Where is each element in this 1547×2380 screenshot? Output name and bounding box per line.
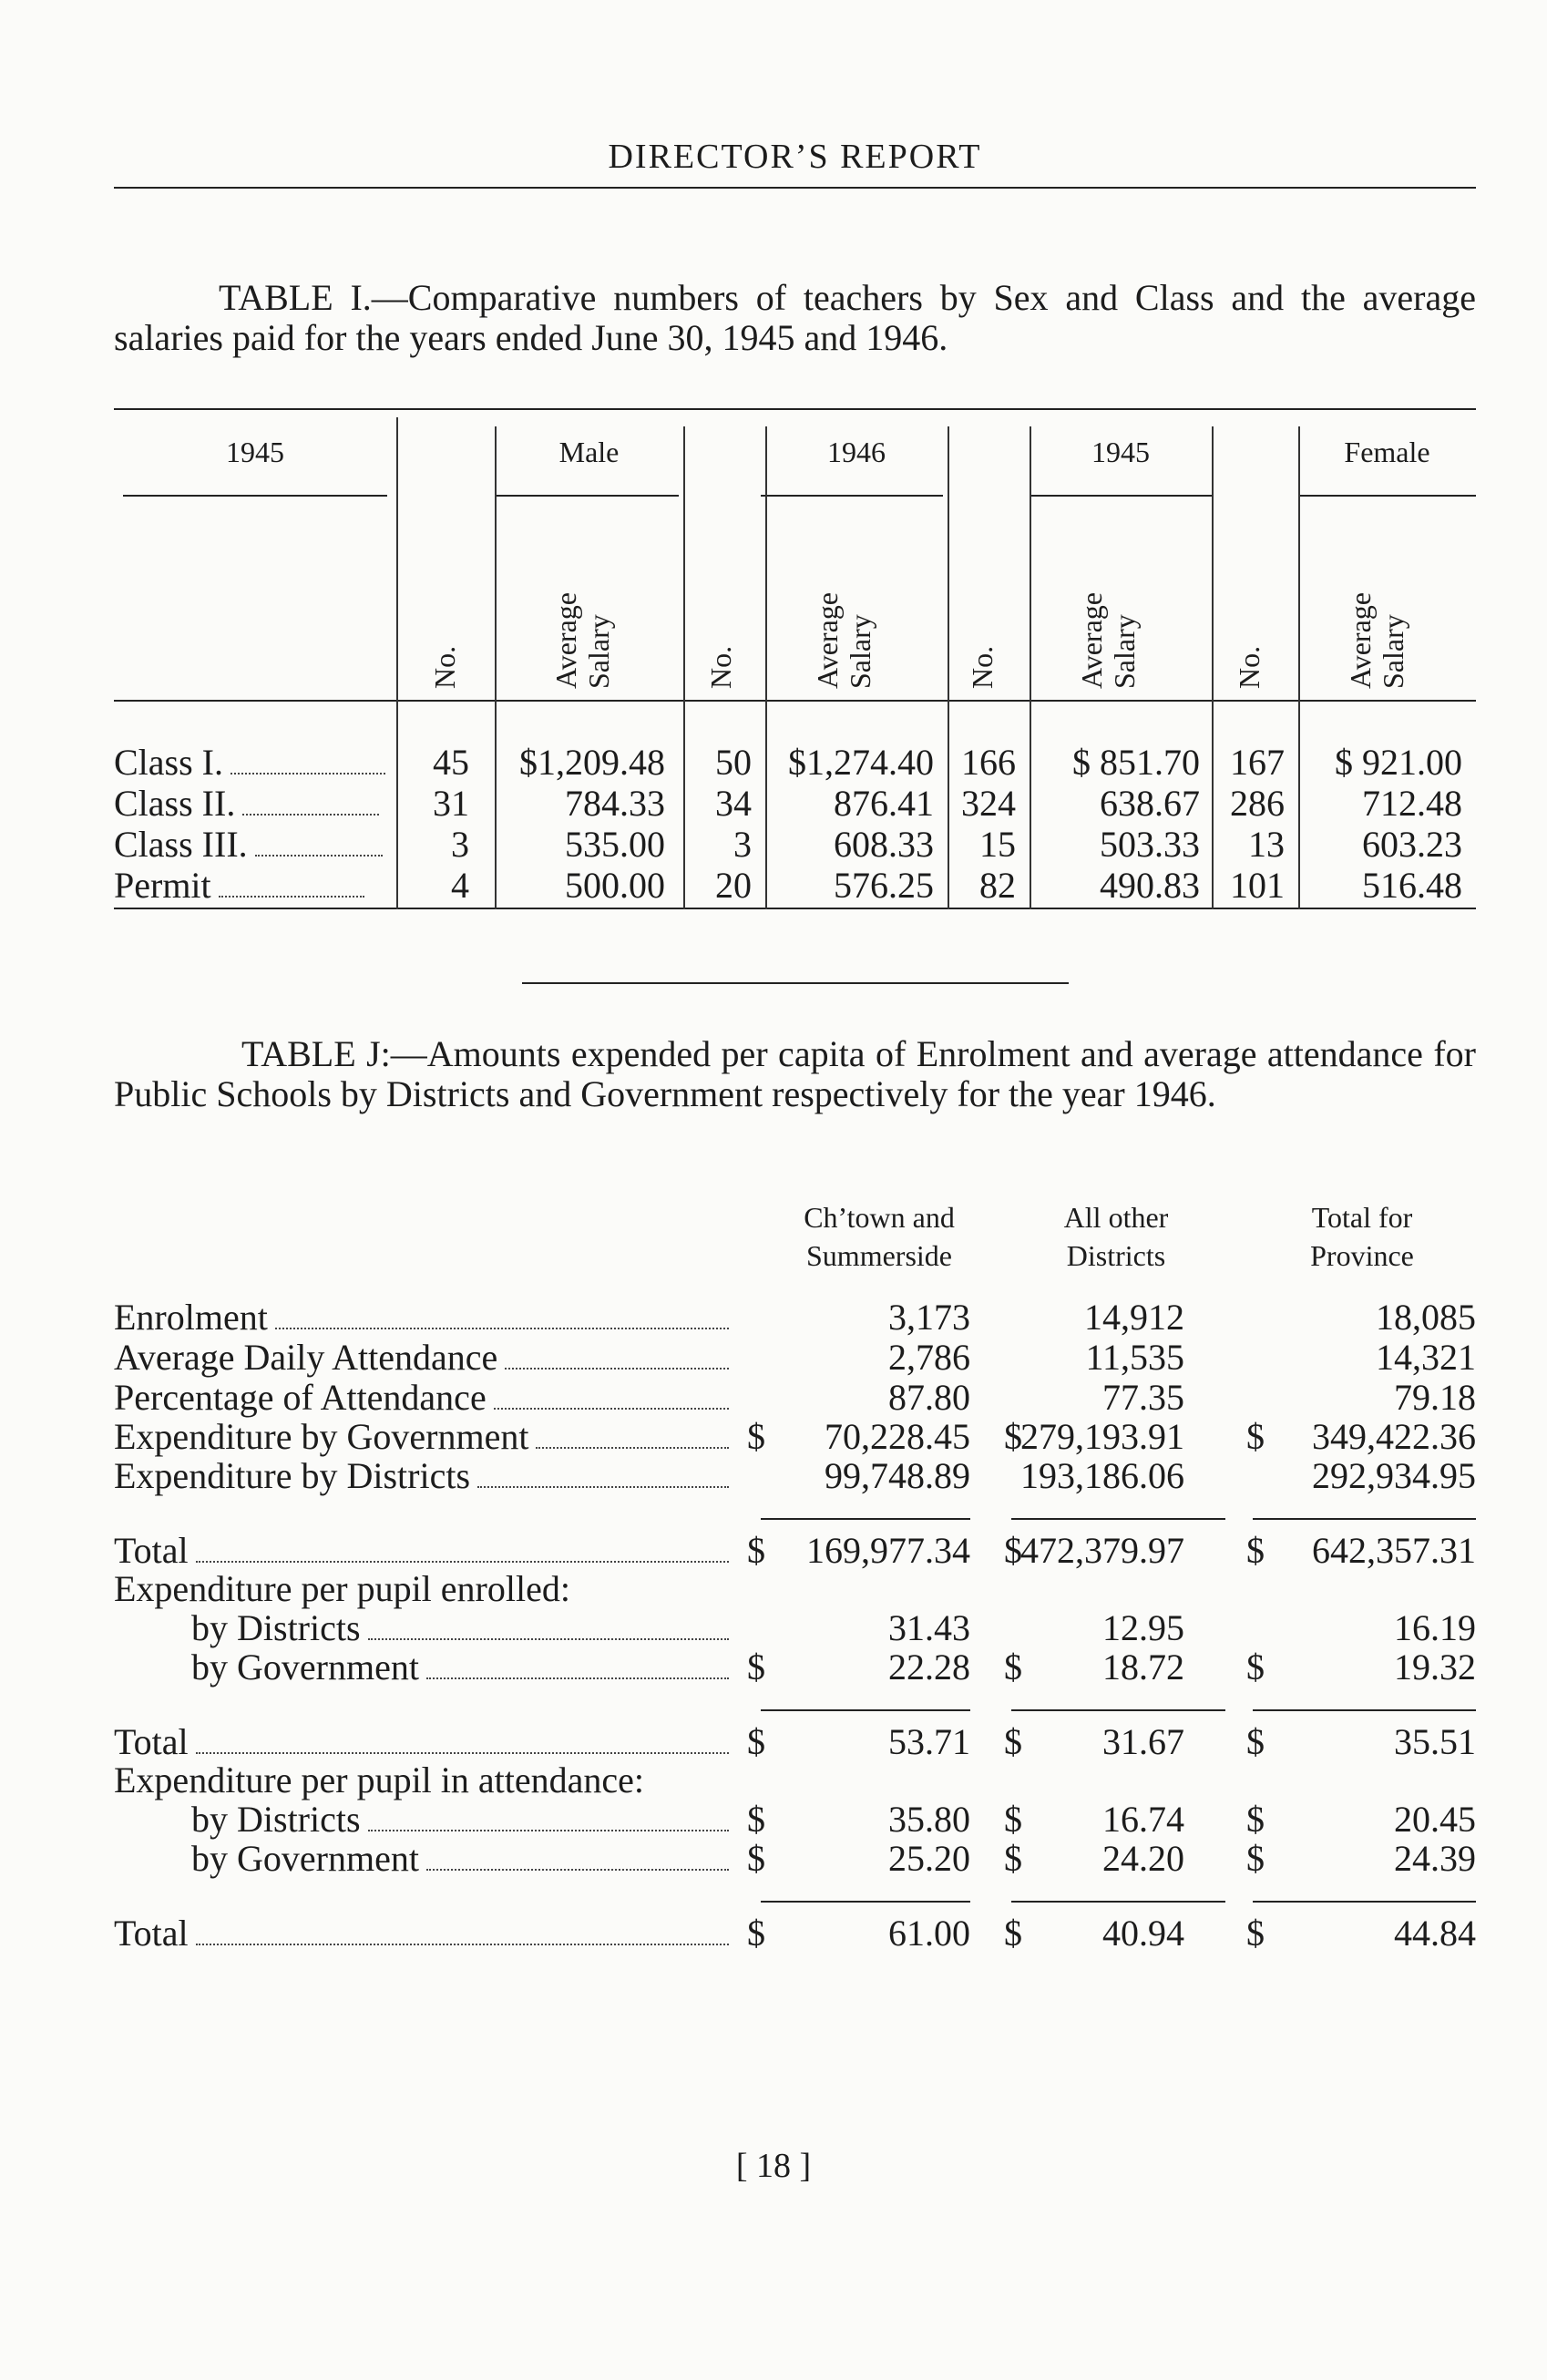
table-j-row-label: Percentage of Attendance — [114, 1376, 729, 1419]
column-heading-province: Total for Province — [1310, 1201, 1414, 1272]
table-j-caption: TABLE J:—Amounts expended per capita of Enrolment and average attendance for Public Schools by Districts and Government respectively for the year 1946. — [114, 1033, 1476, 1114]
table-i-cell: 166 — [961, 742, 1016, 783]
table-j-cell: 20.45 — [1394, 1799, 1476, 1840]
table-i-cell: 167 — [1230, 742, 1285, 783]
currency-symbol: $ — [1004, 1647, 1022, 1688]
table-j-cell: 12.95 — [1102, 1607, 1184, 1648]
table-j-cell: 349,422.36 — [1312, 1416, 1476, 1457]
table-j-cell: 3,173 — [888, 1297, 970, 1338]
currency-symbol: $ — [1004, 1799, 1022, 1840]
table-i-cell: 576.25 — [834, 865, 934, 906]
table-j-cell: 18,085 — [1376, 1297, 1476, 1338]
table-i-cell: 603.23 — [1362, 824, 1462, 865]
table-i-cell: $1,209.48 — [519, 742, 665, 783]
table-j-row-label: Expenditure by Government — [114, 1415, 729, 1458]
table-i-cell: 535.00 — [565, 824, 665, 865]
subhead-no: No. — [966, 645, 999, 689]
group-heading-1945-male: 1945 — [226, 436, 284, 468]
table-j-cell: 292,934.95 — [1312, 1455, 1476, 1496]
table-i-cell: 638.67 — [1100, 783, 1200, 824]
table-j-cell: 35.80 — [888, 1799, 970, 1840]
table-j-cell: 24.39 — [1394, 1838, 1476, 1879]
currency-symbol: $ — [1004, 1530, 1022, 1571]
table-i-row-label: Class II. — [114, 782, 379, 825]
table-i-cell: 608.33 — [834, 824, 934, 865]
table-j-cell: 16.19 — [1394, 1607, 1476, 1648]
table-j-cell: 25.20 — [888, 1838, 970, 1879]
table-j-cell: 77.35 — [1102, 1377, 1184, 1418]
group-heading-1945-female: 1945 — [1091, 436, 1150, 468]
table-i-cell: $1,274.40 — [788, 742, 934, 783]
table-i-cell: 20 — [715, 865, 752, 906]
running-head: DIRECTOR’S REPORT — [608, 138, 982, 176]
table-j-row-label: Average Daily Attendance — [114, 1336, 729, 1379]
currency-symbol: $ — [1004, 1416, 1022, 1457]
total-rule — [761, 1518, 970, 1520]
table-i-cell: 15 — [979, 824, 1016, 865]
table-j-cell: 87.80 — [888, 1377, 970, 1418]
table-i-cell: 876.41 — [834, 783, 934, 824]
total-rule — [1253, 1901, 1476, 1903]
table-i-cell: 503.33 — [1100, 824, 1200, 865]
table-j-cell: 31.43 — [888, 1607, 970, 1648]
table-i-cell: 101 — [1230, 865, 1285, 906]
total-rule — [1253, 1709, 1476, 1711]
currency-symbol: $ — [1246, 1799, 1265, 1840]
total-rule — [1011, 1518, 1225, 1520]
currency-symbol: $ — [747, 1721, 765, 1762]
currency-symbol: $ — [1246, 1530, 1265, 1571]
currency-symbol: $ — [1004, 1913, 1022, 1954]
currency-symbol: $ — [1246, 1416, 1265, 1457]
page-number: [ 18 ] — [735, 2147, 812, 2185]
table-j-cell: 14,912 — [1084, 1297, 1184, 1338]
table-j-row-label: Expenditure per pupil in attendance: — [114, 1759, 645, 1800]
subhead-average-salary: Average Salary — [1344, 592, 1409, 689]
table-j-row-label: by Districts — [191, 1798, 729, 1841]
currency-symbol: $ — [1246, 1647, 1265, 1688]
table-i-row-label: Class III. — [114, 823, 383, 866]
group-heading-female: Female — [1344, 436, 1430, 468]
total-rule — [1011, 1901, 1225, 1903]
subhead-no: No. — [428, 645, 461, 689]
table-j-cell: 19.32 — [1394, 1647, 1476, 1688]
subhead-average-salary: Average Salary — [811, 592, 876, 689]
currency-symbol: $ — [747, 1799, 765, 1840]
column-heading-other-districts: All other Districts — [1063, 1201, 1169, 1272]
table-j-cell: 44.84 — [1394, 1913, 1476, 1954]
table-j-row-label: Expenditure per pupil enrolled: — [114, 1568, 570, 1609]
table-j-cell: 18.72 — [1102, 1647, 1184, 1688]
total-rule — [1253, 1518, 1476, 1520]
table-i-cell: 3 — [733, 824, 752, 865]
currency-symbol: $ — [747, 1913, 765, 1954]
group-heading-male: Male — [558, 436, 620, 468]
table-j-cell: 193,186.06 — [1020, 1455, 1184, 1496]
currency-symbol: $ — [747, 1530, 765, 1571]
group-heading-1946-male: 1946 — [827, 436, 886, 468]
table-j-cell: 11,535 — [1085, 1337, 1184, 1378]
table-j-cell: 40.94 — [1102, 1913, 1184, 1954]
table-j-cell: 642,357.31 — [1312, 1530, 1476, 1571]
subhead-average-salary: Average Salary — [1075, 592, 1141, 689]
column-heading-chtown: Ch’town and Summerside — [804, 1201, 955, 1272]
table-i-cell: 712.48 — [1362, 783, 1462, 824]
table-j-row-label: by Government — [191, 1837, 729, 1880]
table-j-cell: 14,321 — [1376, 1337, 1476, 1378]
table-j-cell: 22.28 — [888, 1647, 970, 1688]
table-i-cell: 3 — [451, 824, 469, 865]
table-i-cell: $ 851.70 — [1072, 742, 1200, 783]
table-i-caption: TABLE I.—Comparative numbers of teachers by Sex and Class and the average salaries paid for the years ended June 30, 1945 and 1946. — [114, 277, 1476, 358]
currency-symbol: $ — [1246, 1721, 1265, 1762]
subhead-no: No. — [1233, 645, 1265, 689]
table-j-cell: 99,748.89 — [825, 1455, 970, 1496]
table-j-row-label: Total — [114, 1720, 729, 1763]
table-j-cell: 61.00 — [888, 1913, 970, 1954]
table-j-cell: 53.71 — [888, 1721, 970, 1762]
table-i-cell: 324 — [961, 783, 1016, 824]
currency-symbol: $ — [747, 1647, 765, 1688]
table-j-row-label: Total — [114, 1529, 729, 1572]
table-i-cell: 286 — [1230, 783, 1285, 824]
table-j-cell: 279,193.91 — [1020, 1416, 1184, 1457]
table-i-cell: 45 — [433, 742, 469, 783]
table-i-cell: 13 — [1248, 824, 1285, 865]
table-j-cell: 31.67 — [1102, 1721, 1184, 1762]
currency-symbol: $ — [1004, 1721, 1022, 1762]
total-rule — [761, 1709, 970, 1711]
table-i-cell: 34 — [715, 783, 752, 824]
table-j-cell: 2,786 — [888, 1337, 970, 1378]
table-i-cell: 31 — [433, 783, 469, 824]
table-j-row-label: by Government — [191, 1646, 729, 1688]
subhead-no: No. — [704, 645, 737, 689]
currency-symbol: $ — [747, 1416, 765, 1457]
table-i-cell: 82 — [979, 865, 1016, 906]
table-j-row-label: Total — [114, 1912, 729, 1954]
table-j-row-label: Expenditure by Districts — [114, 1454, 729, 1497]
table-j-cell: 79.18 — [1394, 1377, 1476, 1418]
table-i-cell: $ 921.00 — [1335, 742, 1462, 783]
currency-symbol: $ — [1004, 1838, 1022, 1879]
table-j-cell: 169,977.34 — [806, 1530, 970, 1571]
table-i-cell: 4 — [451, 865, 469, 906]
table-i-cell: 50 — [715, 742, 752, 783]
table-j-cell: 24.20 — [1102, 1838, 1184, 1879]
table-j-cell: 35.51 — [1394, 1721, 1476, 1762]
table-j-row-label: Enrolment — [114, 1296, 729, 1339]
table-j-cell: 70,228.45 — [825, 1416, 970, 1457]
total-rule — [761, 1901, 970, 1903]
table-j-cell: 16.74 — [1102, 1799, 1184, 1840]
table-i-row-label: Permit — [114, 864, 364, 907]
table-i-row-label: Class I. — [114, 741, 385, 784]
table-i-cell: 500.00 — [565, 865, 665, 906]
table-i-cell: 490.83 — [1100, 865, 1200, 906]
currency-symbol: $ — [1246, 1838, 1265, 1879]
table-j-cell: 472,379.97 — [1020, 1530, 1184, 1571]
subhead-average-salary: Average Salary — [549, 592, 615, 689]
table-i-cell: 516.48 — [1362, 865, 1462, 906]
currency-symbol: $ — [747, 1838, 765, 1879]
currency-symbol: $ — [1246, 1913, 1265, 1954]
table-j-row-label: by Districts — [191, 1606, 729, 1649]
table-i-cell: 784.33 — [565, 783, 665, 824]
total-rule — [1011, 1709, 1225, 1711]
